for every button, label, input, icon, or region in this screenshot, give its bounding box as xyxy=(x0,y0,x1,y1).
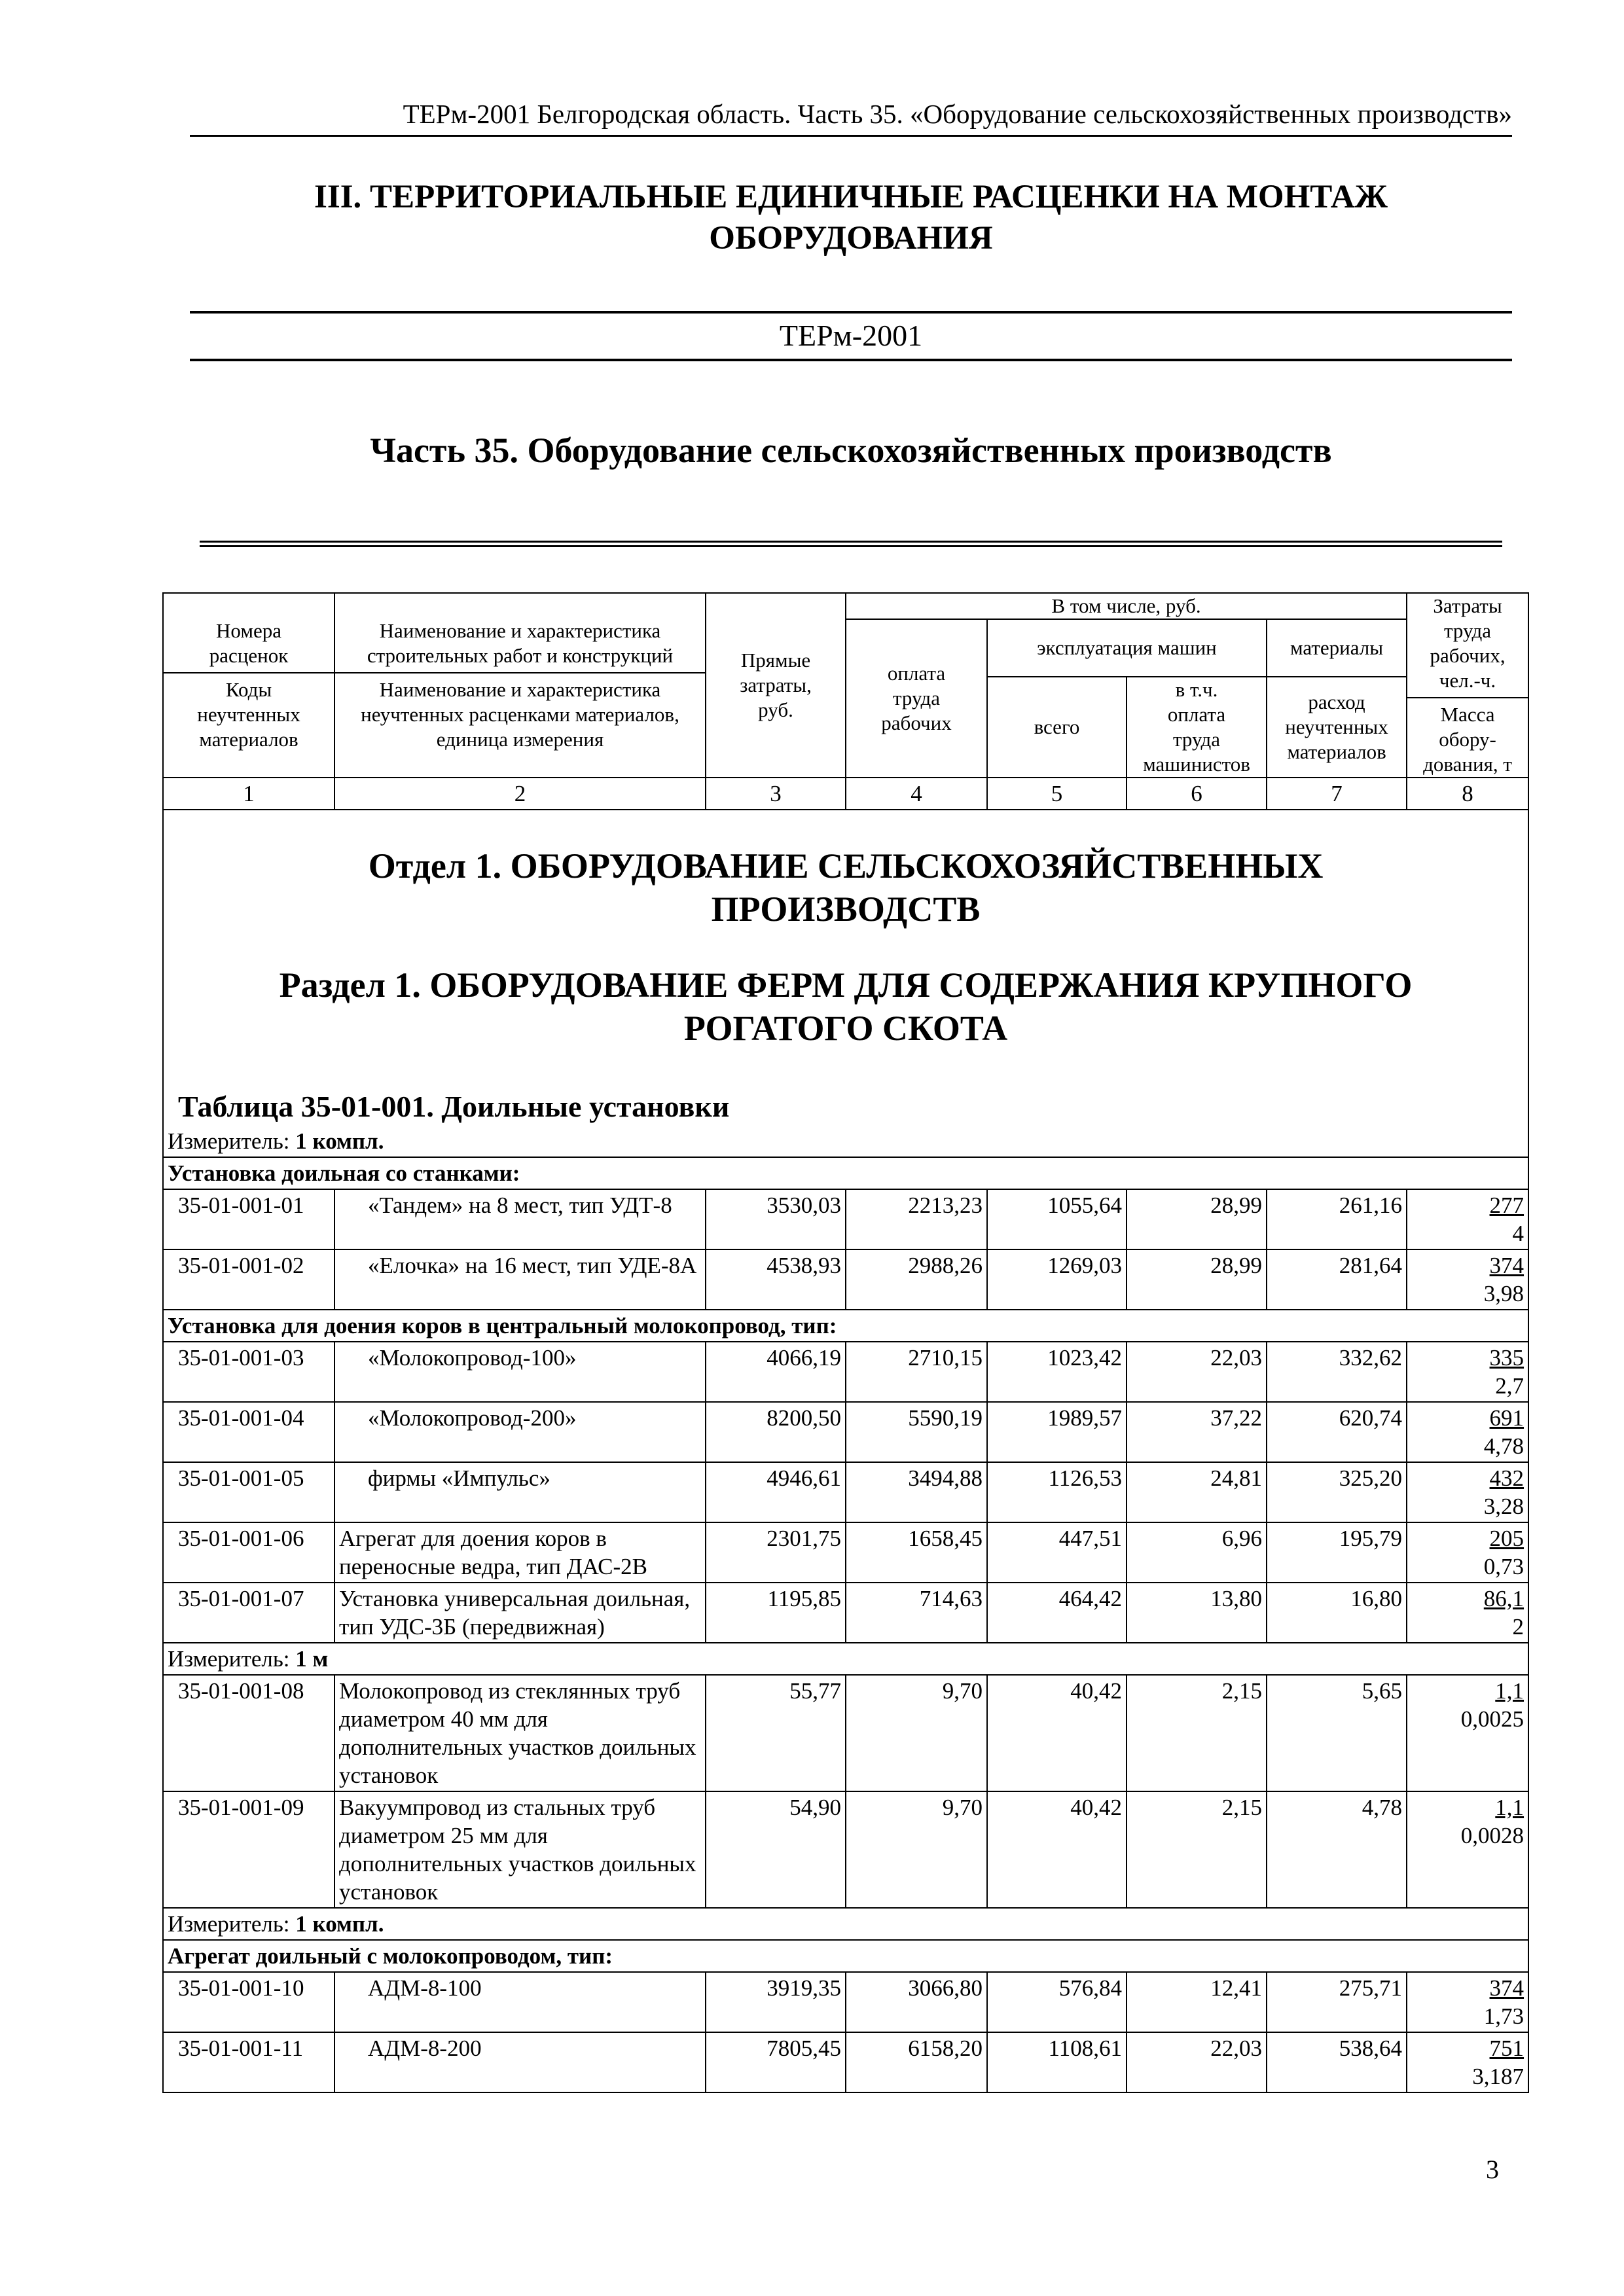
header-col-8: Затраты труда рабочих, чел.-ч. Масса обору- дования, т xyxy=(1407,593,1528,778)
labor-and-mass xyxy=(1407,1675,1528,1791)
direct-costs: 4066,19 xyxy=(706,1342,846,1402)
section-heading-row xyxy=(163,810,1528,1126)
header-machines-total: всего xyxy=(987,677,1127,778)
measure-row xyxy=(163,1126,1528,1157)
labor-and-mass xyxy=(1407,1522,1528,1583)
machines-total: 40,42 xyxy=(987,1791,1127,1908)
double-rule xyxy=(200,541,1502,547)
equipment-mass: 4,78 xyxy=(1483,1433,1525,1459)
column-number: 3 xyxy=(706,778,846,810)
labor-hours: 86,1 xyxy=(1483,1586,1525,1611)
header-machinists-pay: в т.ч. оплата труда машинистов xyxy=(1127,677,1267,778)
labor-pay: 2710,15 xyxy=(846,1342,987,1402)
work-name: «Молокопровод-100» xyxy=(334,1342,706,1402)
machinists-pay: 24,81 xyxy=(1127,1462,1267,1522)
labor-pay: 9,70 xyxy=(846,1791,987,1908)
labor-and-mass xyxy=(1407,1462,1528,1522)
labor-and-mass xyxy=(1407,1189,1528,1249)
labor-hours: 691 xyxy=(1489,1405,1525,1431)
rate-code: 35-01-001-11 xyxy=(163,2032,334,2092)
work-name: АДМ-8-100 xyxy=(334,1972,706,2032)
work-name: Молокопровод из стеклянных труб диаметром 40 мм для дополнительных участков доильных установок xyxy=(334,1675,706,1791)
header-unaccounted-materials: расход неучтенных материалов xyxy=(1267,677,1407,778)
labor-hours: 277 xyxy=(1489,1193,1525,1218)
rate-code: 35-01-001-02 xyxy=(163,1249,334,1310)
machines-total: 1108,61 xyxy=(987,2032,1127,2092)
equipment-mass: 3,28 xyxy=(1483,1494,1525,1519)
labor-hours: 374 xyxy=(1489,1253,1525,1278)
rate-code: 35-01-001-10 xyxy=(163,1972,334,2032)
main-title-line-1: III. ТЕРРИТОРИАЛЬНЫЕ ЕДИНИЧНЫЕ РАСЦЕНКИ НА МОНТАЖ xyxy=(314,179,1388,215)
labor-pay: 5590,19 xyxy=(846,1402,987,1462)
labor-and-mass xyxy=(1407,1402,1528,1462)
measure-row xyxy=(163,1643,1528,1675)
rate-code: 35-01-001-01 xyxy=(163,1189,334,1249)
document-code: ТЕРм-2001 xyxy=(779,319,923,352)
group-heading-row xyxy=(163,1940,1528,1972)
direct-costs: 55,77 xyxy=(706,1675,846,1791)
header-including: В том числе, руб. xyxy=(846,593,1407,619)
machinists-pay: 22,03 xyxy=(1127,2032,1267,2092)
machinists-pay: 12,41 xyxy=(1127,1972,1267,2032)
materials-cost: 275,71 xyxy=(1267,1972,1407,2032)
machines-total: 1055,64 xyxy=(987,1189,1127,1249)
equipment-mass: 0,0028 xyxy=(1460,1823,1525,1848)
labor-pay: 2988,26 xyxy=(846,1249,987,1310)
materials-cost: 325,20 xyxy=(1267,1462,1407,1522)
equipment-mass: 4 xyxy=(1512,1221,1525,1246)
group-heading: Агрегат доильный с молокопроводом, тип: xyxy=(163,1940,1528,1972)
labor-pay: 2213,23 xyxy=(846,1189,987,1249)
table-row xyxy=(163,1522,1528,1583)
materials-cost: 281,64 xyxy=(1267,1249,1407,1310)
measure-label: Измеритель: xyxy=(168,1911,296,1937)
measure-unit: 1 м xyxy=(295,1646,329,1672)
machines-total: 1126,53 xyxy=(987,1462,1127,1522)
machines-total: 1989,57 xyxy=(987,1402,1127,1462)
direct-costs: 3919,35 xyxy=(706,1972,846,2032)
machinists-pay: 2,15 xyxy=(1127,1791,1267,1908)
rate-code: 35-01-001-06 xyxy=(163,1522,334,1583)
table-row xyxy=(163,1462,1528,1522)
column-number: 7 xyxy=(1267,778,1407,810)
equipment-mass: 3,187 xyxy=(1472,2064,1525,2089)
direct-costs: 4538,93 xyxy=(706,1249,846,1310)
work-name: «Елочка» на 16 мест, тип УДЕ-8А xyxy=(334,1249,706,1310)
work-name: АДМ-8-200 xyxy=(334,2032,706,2092)
direct-costs: 54,90 xyxy=(706,1791,846,1908)
machinists-pay: 22,03 xyxy=(1127,1342,1267,1402)
measure-label: Измеритель: xyxy=(168,1128,296,1154)
labor-pay: 1658,45 xyxy=(846,1522,987,1583)
machines-total: 464,42 xyxy=(987,1583,1127,1643)
direct-costs: 1195,85 xyxy=(706,1583,846,1643)
column-number: 1 xyxy=(163,778,334,810)
materials-cost: 261,16 xyxy=(1267,1189,1407,1249)
work-name: фирмы «Импульс» xyxy=(334,1462,706,1522)
labor-pay: 6158,20 xyxy=(846,2032,987,2092)
rate-code: 35-01-001-08 xyxy=(163,1675,334,1791)
labor-pay: 714,63 xyxy=(846,1583,987,1643)
labor-pay: 9,70 xyxy=(846,1675,987,1791)
group-heading: Установка для доения коров в центральный молокопровод, тип: xyxy=(163,1310,1528,1342)
rate-code: 35-01-001-09 xyxy=(163,1791,334,1908)
top-rule xyxy=(190,311,1512,314)
machinists-pay: 13,80 xyxy=(1127,1583,1267,1643)
labor-and-mass xyxy=(1407,1972,1528,2032)
header-col-1: Номера расценок Коды неучтенных материалов xyxy=(163,593,334,778)
equipment-mass: 0,0025 xyxy=(1460,1706,1525,1732)
materials-cost: 538,64 xyxy=(1267,2032,1407,2092)
labor-hours: 1,1 xyxy=(1495,1678,1525,1704)
machines-total: 40,42 xyxy=(987,1675,1127,1791)
measure-label: Измеритель: xyxy=(168,1646,296,1672)
running-header: ТЕРм-2001 Белгородская область. Часть 35. «Оборудование сельскохозяйственных производств» xyxy=(190,97,1512,137)
header-labor-pay: оплата труда рабочих xyxy=(846,619,987,778)
table-title: Таблица 35-01-001. Доильные установки xyxy=(178,1090,730,1123)
table-row xyxy=(163,1675,1528,1791)
measure-row xyxy=(163,1908,1528,1940)
table-row xyxy=(163,1189,1528,1249)
column-number: 8 xyxy=(1407,778,1528,810)
equipment-mass: 2,7 xyxy=(1495,1373,1525,1399)
rate-code: 35-01-001-03 xyxy=(163,1342,334,1402)
table-header xyxy=(163,593,1528,810)
labor-hours: 432 xyxy=(1489,1465,1525,1491)
machinists-pay: 6,96 xyxy=(1127,1522,1267,1583)
group-heading-row xyxy=(163,1310,1528,1342)
labor-hours: 374 xyxy=(1489,1975,1525,2001)
machinists-pay: 2,15 xyxy=(1127,1675,1267,1791)
materials-cost: 4,78 xyxy=(1267,1791,1407,1908)
direct-costs: 7805,45 xyxy=(706,2032,846,2092)
bottom-rule xyxy=(190,359,1512,361)
equipment-mass: 3,98 xyxy=(1483,1281,1525,1306)
header-direct-costs: Прямые затраты, руб. xyxy=(706,593,846,778)
work-name: «Тандем» на 8 мест, тип УДТ-8 xyxy=(334,1189,706,1249)
work-name: Установка универсальная доильная, тип УДС-3Б (передвижная) xyxy=(334,1583,706,1643)
equipment-mass: 2 xyxy=(1512,1614,1525,1640)
machines-total: 1023,42 xyxy=(987,1342,1127,1402)
rate-code: 35-01-001-07 xyxy=(163,1583,334,1643)
labor-and-mass xyxy=(1407,1342,1528,1402)
labor-and-mass xyxy=(1407,2032,1528,2092)
labor-hours: 1,1 xyxy=(1495,1795,1525,1820)
table-row xyxy=(163,1972,1528,2032)
column-numbers-row xyxy=(163,778,1528,810)
materials-cost: 5,65 xyxy=(1267,1675,1407,1791)
machinists-pay: 28,99 xyxy=(1127,1189,1267,1249)
machines-total: 1269,03 xyxy=(987,1249,1127,1310)
equipment-mass: 1,73 xyxy=(1483,2003,1525,2029)
measure-unit: 1 компл. xyxy=(295,1128,384,1154)
work-name: Вакуумпровод из стальных труб диаметром 25 мм для дополнительных участков доильных установок xyxy=(334,1791,706,1908)
table-row xyxy=(163,1583,1528,1643)
labor-and-mass xyxy=(1407,1249,1528,1310)
header-col-2: Наименование и характеристика строительных работ и конструкций Наименование и характеристика неучтенных расценками материалов, единица измерения xyxy=(334,593,706,778)
group-heading: Установка доильная со станками: xyxy=(163,1157,1528,1189)
column-number: 5 xyxy=(987,778,1127,810)
materials-cost: 332,62 xyxy=(1267,1342,1407,1402)
labor-and-mass xyxy=(1407,1583,1528,1643)
table-row xyxy=(163,1342,1528,1402)
section-title: Раздел 1. ОБОРУДОВАНИЕ ФЕРМ ДЛЯ СОДЕРЖАНИЯ КРУПНОГО РОГАТОГО СКОТА xyxy=(279,965,1413,1048)
materials-cost: 195,79 xyxy=(1267,1522,1407,1583)
measure-unit: 1 компл. xyxy=(295,1911,384,1937)
header-materials: материалы xyxy=(1267,619,1407,677)
rate-code: 35-01-001-05 xyxy=(163,1462,334,1522)
labor-pay: 3066,80 xyxy=(846,1972,987,2032)
page-number: 3 xyxy=(1486,2155,1499,2184)
main-title xyxy=(190,177,1512,259)
direct-costs: 3530,03 xyxy=(706,1189,846,1249)
header-machines: эксплуатация машин xyxy=(987,619,1267,677)
machines-total: 576,84 xyxy=(987,1972,1127,2032)
labor-and-mass xyxy=(1407,1791,1528,1908)
part-title: Часть 35. Оборудование сельскохозяйственных производств xyxy=(370,431,1332,470)
group-heading-row xyxy=(163,1157,1528,1189)
rate-code: 35-01-001-04 xyxy=(163,1402,334,1462)
labor-hours: 751 xyxy=(1489,2036,1525,2061)
column-number: 6 xyxy=(1127,778,1267,810)
direct-costs: 8200,50 xyxy=(706,1402,846,1462)
machinists-pay: 37,22 xyxy=(1127,1402,1267,1462)
column-number: 2 xyxy=(334,778,706,810)
table-row xyxy=(163,1249,1528,1310)
table-row xyxy=(163,2032,1528,2092)
work-name: Агрегат для доения коров в переносные ведра, тип ДАС-2В xyxy=(334,1522,706,1583)
labor-hours: 335 xyxy=(1489,1345,1525,1371)
machinists-pay: 28,99 xyxy=(1127,1249,1267,1310)
labor-pay: 3494,88 xyxy=(846,1462,987,1522)
table-body xyxy=(163,810,1528,2092)
table-row xyxy=(163,1791,1528,1908)
materials-cost: 620,74 xyxy=(1267,1402,1407,1462)
main-title-line-2: ОБОРУДОВАНИЯ xyxy=(709,220,993,257)
labor-hours: 205 xyxy=(1489,1526,1525,1551)
table-row xyxy=(163,1402,1528,1462)
column-number: 4 xyxy=(846,778,987,810)
direct-costs: 4946,61 xyxy=(706,1462,846,1522)
rates-table xyxy=(162,592,1529,2093)
equipment-mass: 0,73 xyxy=(1483,1554,1525,1579)
direct-costs: 2301,75 xyxy=(706,1522,846,1583)
materials-cost: 16,80 xyxy=(1267,1583,1407,1643)
work-name: «Молокопровод-200» xyxy=(334,1402,706,1462)
machines-total: 447,51 xyxy=(987,1522,1127,1583)
division-title: Отдел 1. ОБОРУДОВАНИЕ СЕЛЬСКОХОЗЯЙСТВЕННЫХ ПРОИЗВОДСТВ xyxy=(368,846,1324,929)
